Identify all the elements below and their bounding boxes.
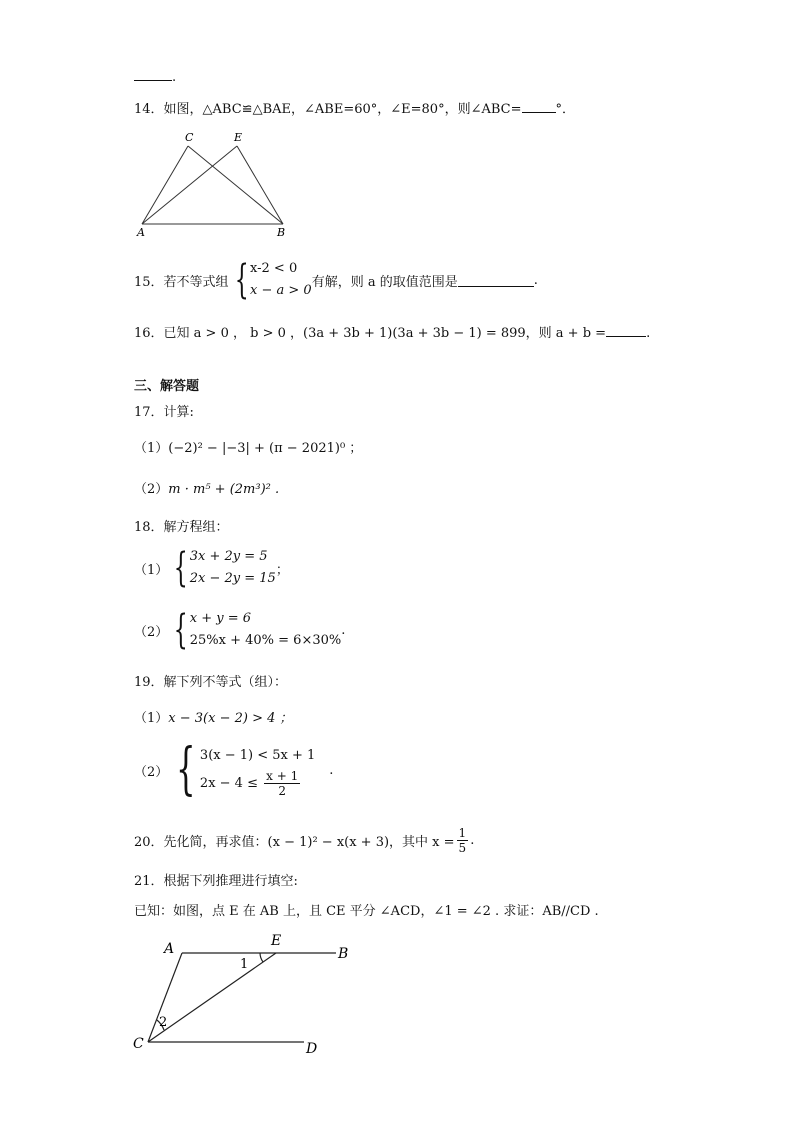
part-label: （1） — [134, 562, 169, 578]
question-number: 19． — [134, 675, 164, 690]
system-line-1: x-2 < 0 — [250, 261, 298, 276]
fraction-numerator: x + 1 — [266, 768, 299, 783]
system-line-2: 2x − 4 ≤ — [199, 775, 258, 791]
system-brace: { — [174, 607, 189, 653]
question-19 — [134, 671, 287, 690]
segment-eb — [237, 146, 283, 224]
question-21 — [134, 870, 298, 889]
q18-part-2 — [134, 608, 345, 652]
system-line-2: x − a > 0 — [250, 283, 312, 298]
system-brace: { — [176, 737, 196, 802]
question-tail: . — [646, 326, 651, 341]
q13-answer-line — [134, 68, 176, 85]
part-label: （2） — [134, 764, 169, 780]
segment-ae — [142, 146, 237, 224]
part-expression: m · m⁵ + (2m³)² . — [168, 482, 280, 497]
segment-ac — [142, 146, 188, 224]
question-number: 14． — [134, 102, 164, 117]
question-15 — [134, 258, 538, 302]
question-text: 已知 a > 0 ， b > 0 ，(3a + 3b + 1)(3a + 3b − 1) = 899，则 a + b = — [163, 326, 607, 341]
question-title: 解方程组： — [163, 520, 229, 535]
label-c: C — [185, 131, 194, 144]
question-18 — [134, 516, 229, 535]
label-b: B — [338, 946, 349, 962]
part-label: （2） — [134, 482, 169, 497]
q19-part-1 — [134, 707, 293, 726]
q14-triangle-figure — [130, 128, 300, 240]
angle-1-arc — [260, 953, 263, 962]
part-expression: x − 3(x − 2) > 4 ； — [168, 711, 293, 726]
answer-blank — [522, 100, 556, 113]
q17-part-2 — [134, 478, 279, 497]
q21-given: 已知：如图，点 E 在 AB 上，且 CE 平分 ∠ACD，∠1 = ∠2 . 求证：AB//CD . — [134, 904, 599, 919]
question-title: 计算: — [163, 405, 194, 420]
question-16 — [134, 322, 650, 341]
question-text: 如图，△ABC≌△BAE，∠ABE=60°，∠E=80°，则∠ABC= — [163, 102, 522, 117]
question-post: 有解，则 a 的取值范围是 — [311, 274, 458, 290]
label-c: C — [133, 1036, 144, 1052]
part-tail: ； — [275, 562, 289, 578]
label-a: A — [164, 941, 175, 957]
answer-blank — [458, 274, 534, 287]
q21-parallel-lines-figure — [128, 928, 368, 1060]
fraction-denominator: 5 — [458, 841, 467, 855]
question-14 — [134, 98, 575, 117]
system-line-1: x + y = 6 — [189, 611, 251, 626]
label-e: E — [234, 131, 243, 144]
answer-blank — [134, 68, 172, 81]
part-label: （1） — [134, 711, 169, 726]
question-number: 17． — [134, 405, 164, 420]
fraction-denominator: 2 — [278, 783, 286, 798]
label-d: D — [306, 1041, 318, 1057]
q13-tail: . — [172, 70, 177, 85]
part-tail: . — [341, 622, 346, 638]
part-label: （1） — [134, 441, 169, 456]
section-heading: 三、解答题 — [134, 379, 200, 394]
question-tail: . — [533, 272, 538, 288]
fraction — [457, 826, 469, 855]
label-e: E — [271, 933, 282, 949]
system-line-1: 3x + 2y = 5 — [189, 549, 268, 564]
angle-2-label: 2 — [159, 1015, 168, 1030]
system-line-1: 3(x − 1) < 5x + 1 — [199, 747, 316, 763]
system-brace: { — [174, 545, 189, 591]
system-brace: { — [234, 257, 249, 303]
angle-1-label: 1 — [240, 957, 249, 972]
question-number: 15． — [134, 274, 164, 290]
question-number: 18． — [134, 520, 164, 535]
question-text: 先化简，再求值：(x − 1)² − x(x + 3)，其中 x = — [163, 835, 455, 850]
question-tail: °． — [555, 102, 576, 117]
question-number: 16． — [134, 326, 164, 341]
system-line-2: 25%x + 40% = 6×30% — [189, 633, 342, 648]
question-17 — [134, 401, 194, 420]
label-b: B — [277, 226, 286, 239]
question-pre: 若不等式组 — [163, 274, 229, 290]
question-20 — [134, 826, 474, 855]
question-number: 21． — [134, 874, 164, 889]
question-title: 解下列不等式（组）： — [163, 675, 288, 690]
question-title: 根据下列推理进行填空: — [163, 874, 298, 889]
fraction-numerator: 1 — [458, 826, 467, 840]
part-tail: . — [329, 762, 334, 778]
system-line-2: 2x − 2y = 15 — [189, 571, 276, 586]
q18-part-1 — [134, 546, 289, 590]
segment-cb — [188, 146, 283, 224]
question-tail: . — [470, 833, 475, 848]
label-a: A — [137, 226, 145, 239]
question-number: 20． — [134, 835, 164, 850]
q19-part-2 — [134, 737, 334, 802]
part-expression: (−2)² − |−3| + (π − 2021)⁰ ； — [168, 441, 363, 456]
part-label: （2） — [134, 624, 169, 640]
q17-part-1 — [134, 437, 362, 456]
fraction — [264, 769, 300, 798]
answer-blank — [606, 324, 646, 337]
